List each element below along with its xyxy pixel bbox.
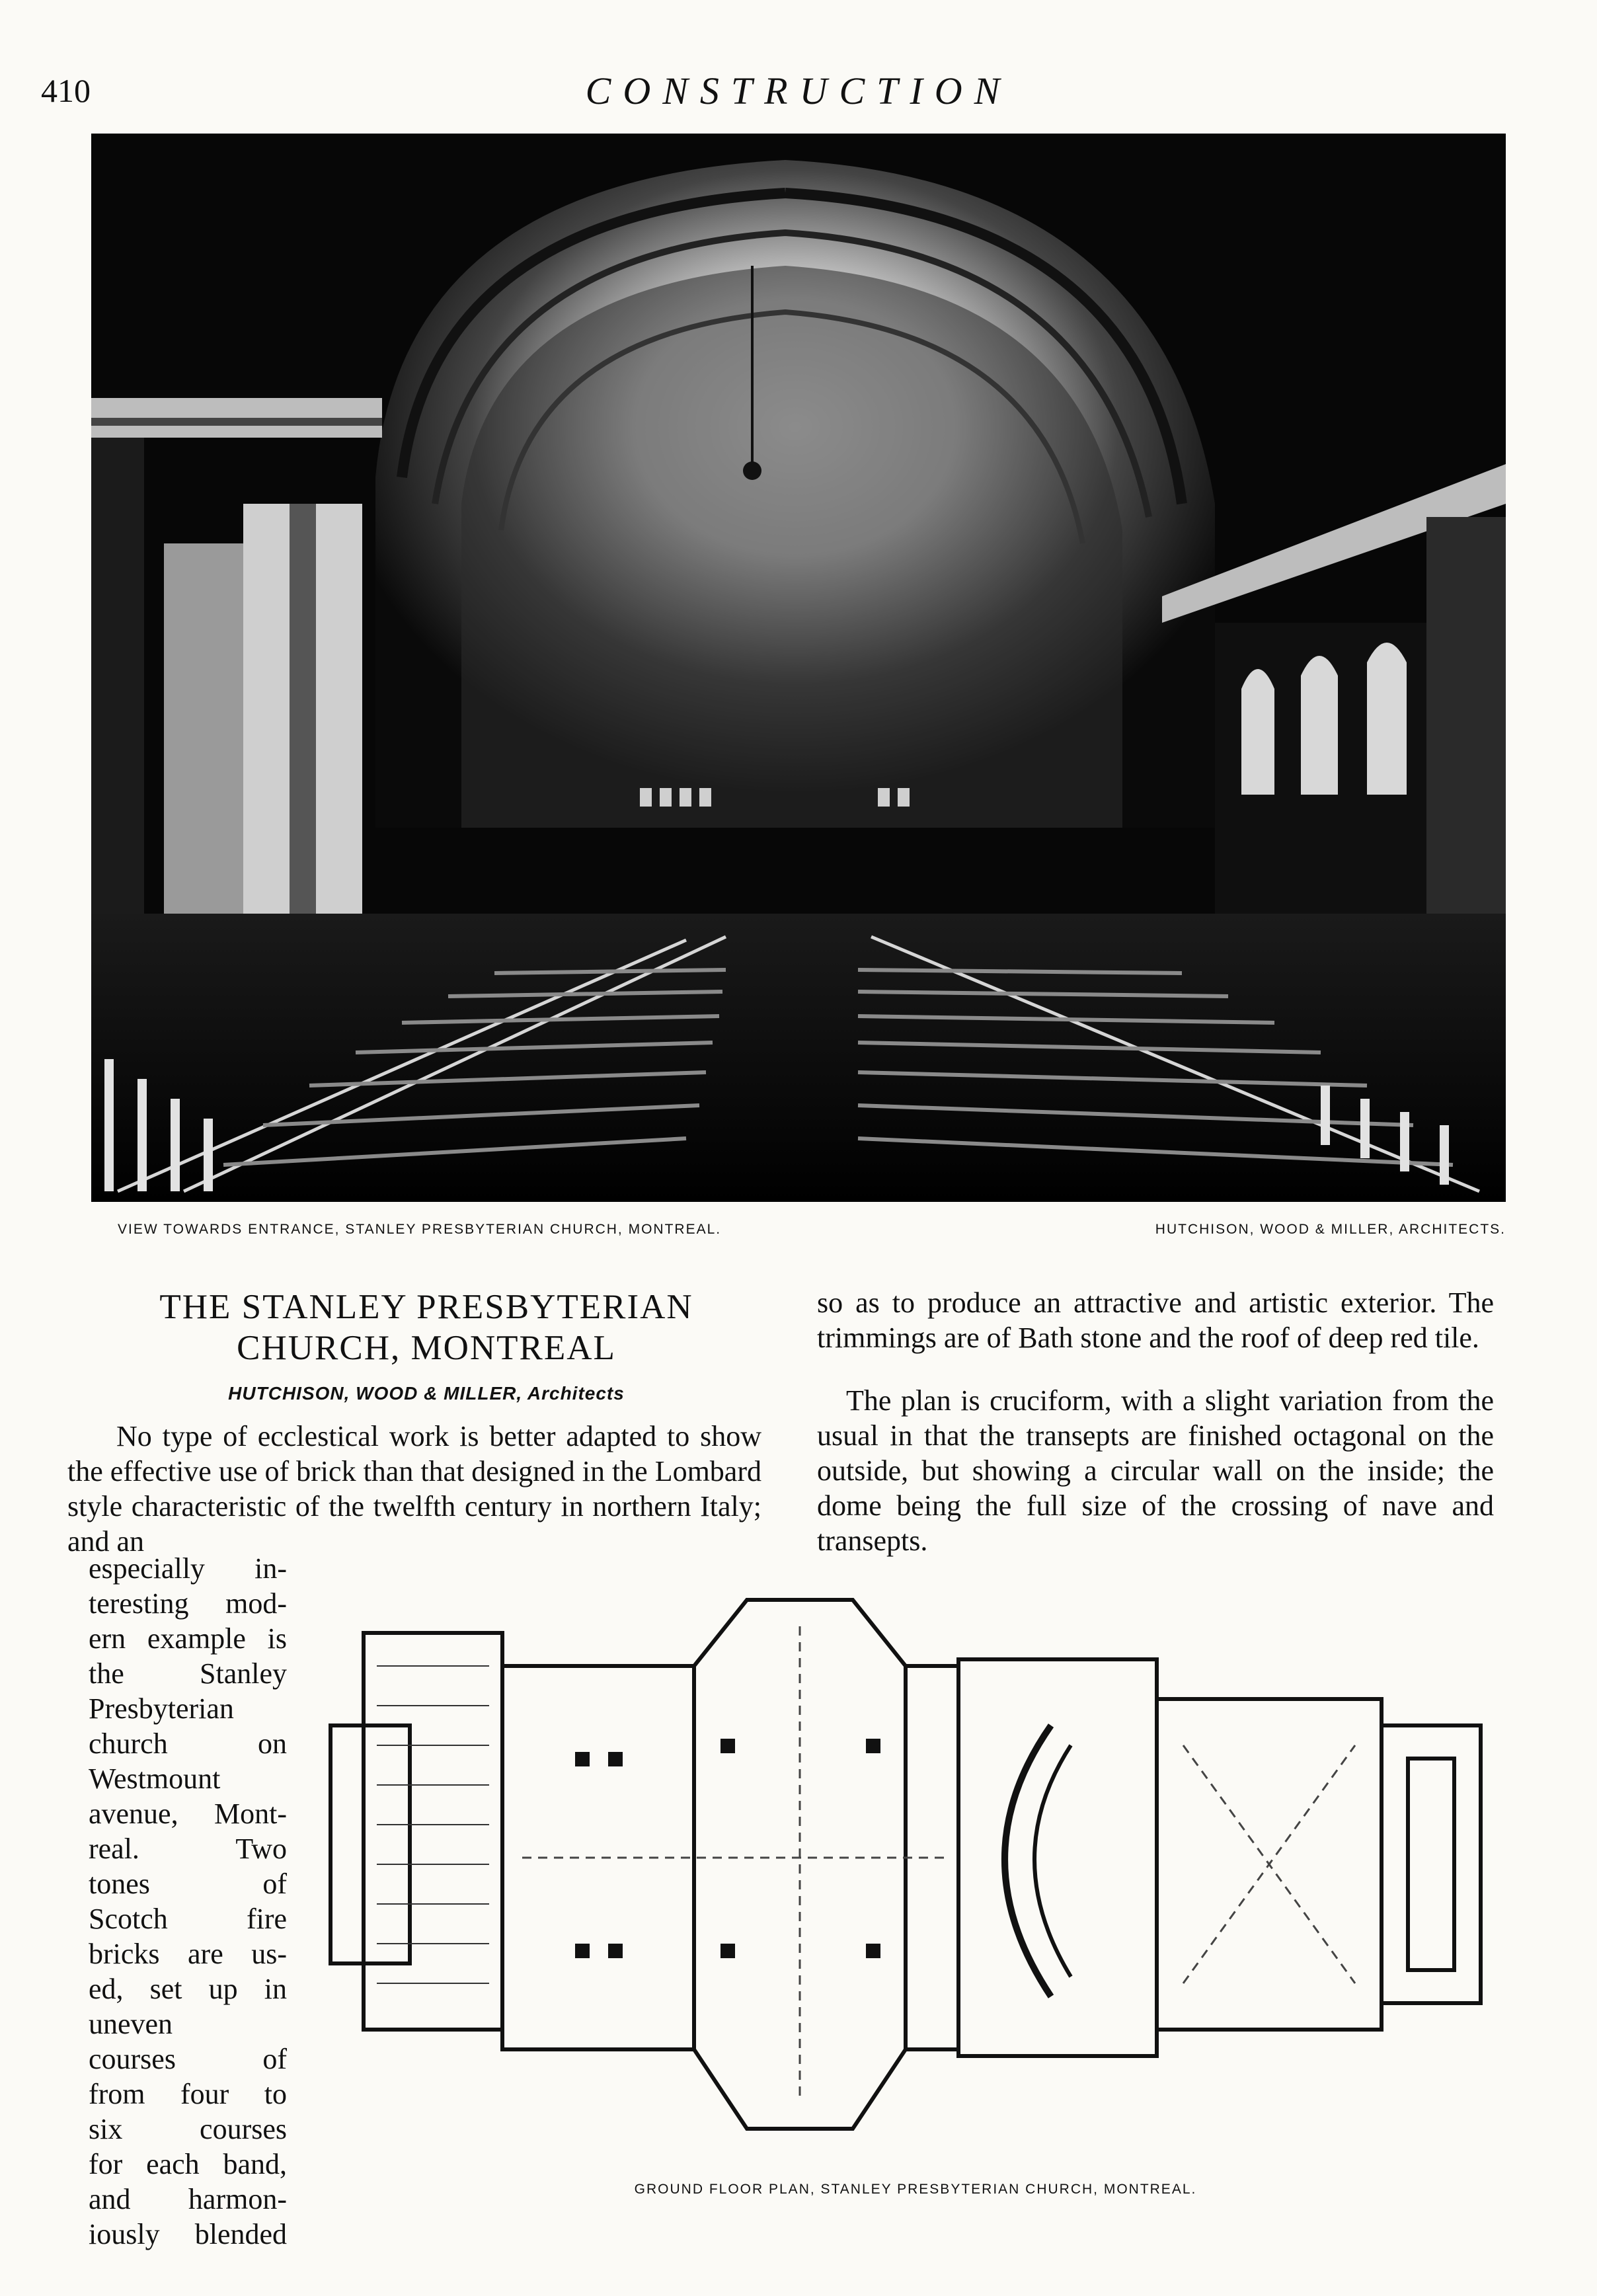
plan-caption: GROUND FLOOR PLAN, STANLEY PRESBYTERIAN CHURCH, MONTREAL. [634,2182,1197,2197]
narrow-line: the Stanley [89,1657,287,1690]
paragraph-1-continued: so as to produce an attractive and artistic exterior. The trimmings are of Bath stone and the roof of deep red tile. [817,1287,1494,1354]
narrow-line: bricks are us- [89,1938,287,1970]
paragraph-1-narrow [89,1551,287,2252]
narrow-line: avenue, Mont- [89,1798,287,1830]
narrow-line: from four to [89,2078,287,2110]
paragraph-2: The plan is cruciform, with a slight variation from the usual in that the transepts are finished octagonal on the outside, but showing a circular wall on the inside; the dome being the full size of the crossing of nave and transepts. [817,1384,1494,1557]
narrow-line: especially in- [89,1552,287,1585]
narrow-line: Scotch fire [89,1903,287,1935]
narrow-line: real. Two [89,1833,287,1865]
narrow-line: ern example is [89,1622,287,1655]
page-number: 410 [41,72,91,109]
narrow-line: Westmount [89,1762,221,1795]
photo-credit: HUTCHISON, WOOD & MILLER, ARCHITECTS. [1155,1222,1506,1237]
photo-caption: VIEW TOWARDS ENTRANCE, STANLEY PRESBYTERIAN CHURCH, MONTREAL. [118,1222,722,1237]
narrow-line: church on [89,1727,287,1760]
narrow-line: iously blended [89,2218,287,2250]
narrow-line: six courses [89,2113,287,2145]
narrow-line: Presbyterian [89,1692,234,1725]
interior-photo [91,134,1506,1202]
running-title: CONSTRUCTION [585,69,1012,112]
narrow-line: for each band, [89,2148,287,2180]
interior-photo-illustration [91,134,1506,1202]
paragraph-1-wide: No type of ecclestical work is better adapted to show the effective use of brick than that designed in the Lombard style characteristic of the twelfth century in northern Italy; and an [67,1420,761,1558]
floor-plan-drawing [324,1573,1507,2175]
ground-floor-plan [324,1573,1507,2175]
article-title-line-2: CHURCH, MONTREAL [237,1329,616,1367]
article-byline: HUTCHISON, WOOD & MILLER, Architects [228,1383,625,1404]
article-title-line-1: THE STANLEY PRESBYTERIAN [159,1288,693,1326]
narrow-line: ed, set up in [89,1973,287,2005]
narrow-line: teresting mod- [89,1587,287,1620]
narrow-line: uneven [89,2008,173,2040]
narrow-line: and harmon- [89,2183,287,2215]
narrow-line: tones of [89,1868,287,1900]
narrow-line: courses of [89,2043,287,2075]
